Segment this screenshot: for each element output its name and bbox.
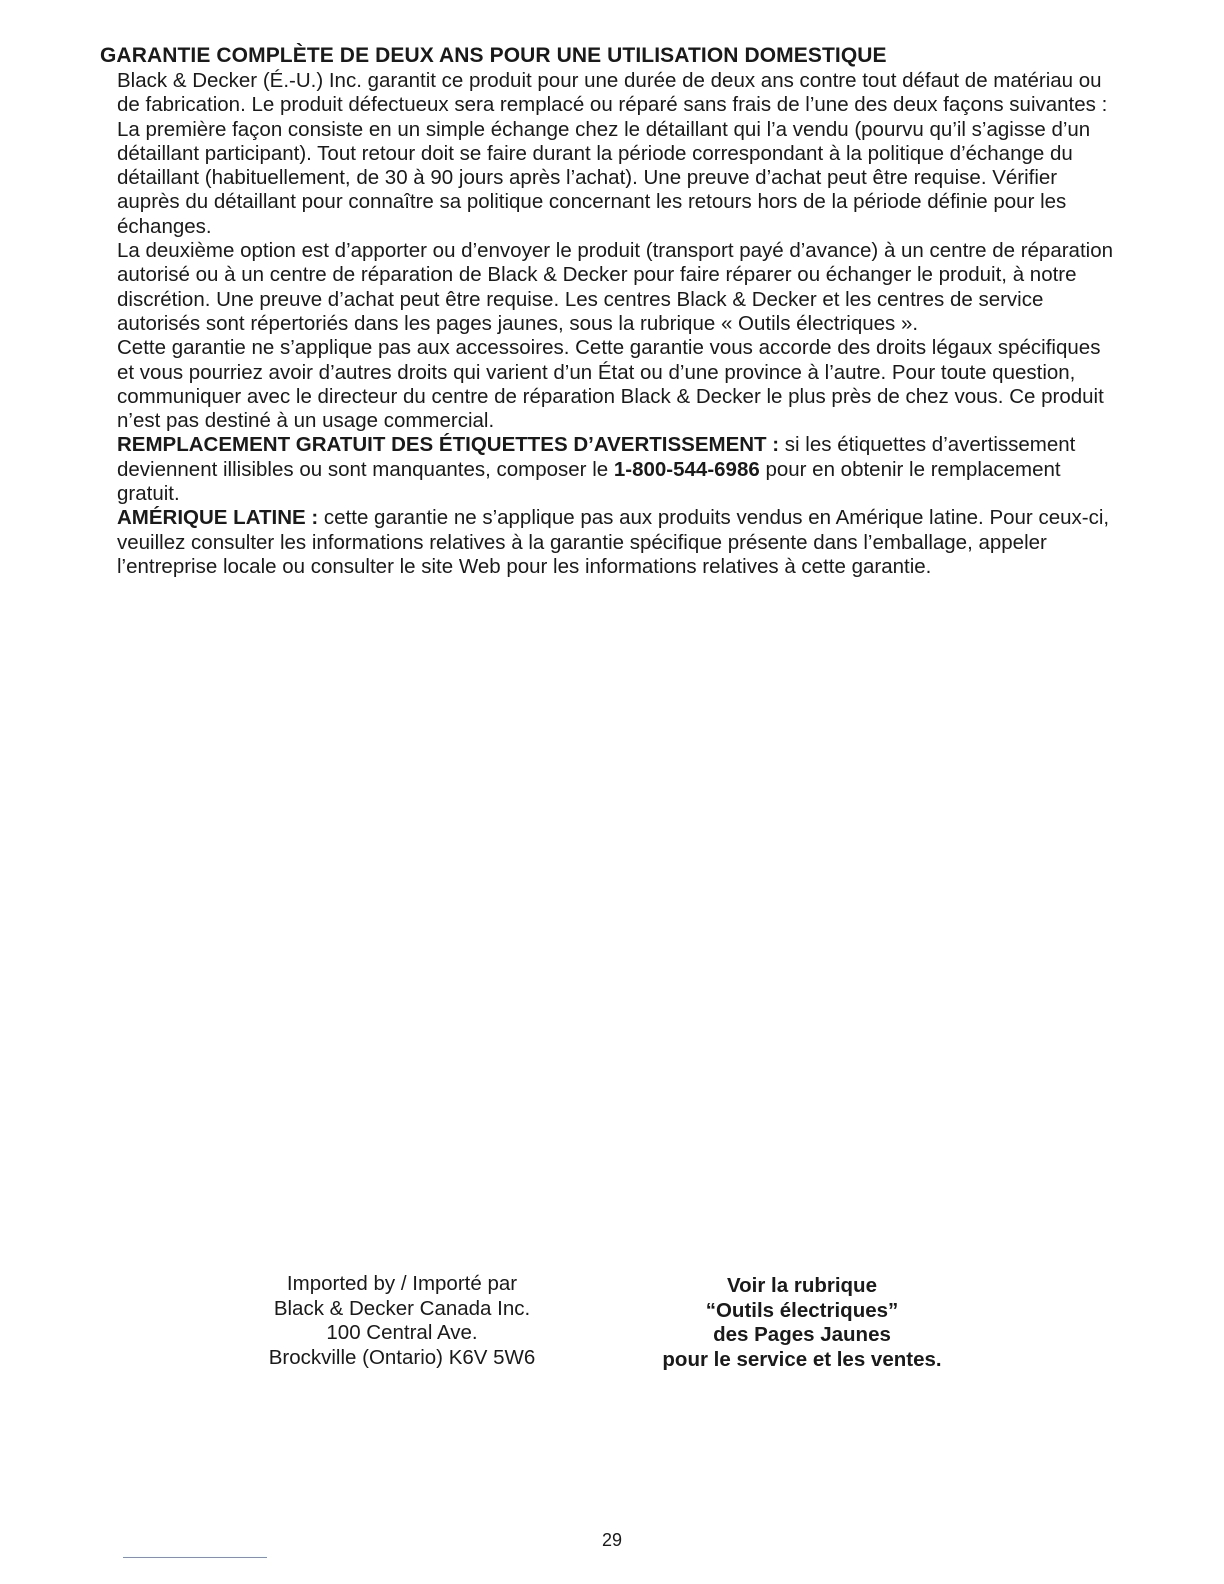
importer-line-4: Brockville (Ontario) K6V 5W6 (268, 1345, 536, 1369)
importer-line-2: Black & Decker Canada Inc. (273, 1296, 531, 1320)
page-number: 29 (601, 1530, 623, 1550)
yellow-pages-line-3: des Pages Jaunes (713, 1323, 891, 1346)
latin-america-text: cette garantie ne s’applique pas aux produits vendus en Amérique latine. Pour ceux-ci, veuillez consulter les informations relatives à la garantie spécifique présente dans l’emballage, appeler l’entreprise locale ou consulter le site Web pour les informations relatives à cette garantie. (117, 506, 1110, 578)
label-replacement-phone: 1-800-544-6986 (613, 457, 760, 481)
yellow-pages-line-2: “Outils électriques” (705, 1298, 899, 1322)
latin-america-title: AMÉRIQUE LATINE : (117, 506, 319, 530)
latin-america-paragraph (117, 506, 1117, 579)
yellow-pages-notice (612, 1274, 992, 1372)
label-replacement-title: REMPLACEMENT GRATUIT DES ÉTIQUETTES D’AVERTISSEMENT : (117, 433, 780, 457)
warranty-paragraph-intro: Black & Decker (É.-U.) Inc. garantit ce produit pour une durée de deux ans contre tout défaut de matériau ou de fabrication. Le produit défectueux sera remplacé ou réparé sans frais de l’une des deux façons suivantes : (117, 69, 1108, 117)
label-replacement-text: si les étiquettes d’avertissement deviennent illisibles ou sont manquantes, composer le (117, 433, 1076, 481)
footer-rule (123, 1557, 267, 1558)
warranty-body (117, 69, 1117, 579)
warranty-paragraph-repair: La deuxième option est d’apporter ou d’envoyer le produit (transport payé d’avance) à un centre de réparation autorisé ou à un centre de réparation de Black & Decker pour faire réparer ou échanger le produit, à notre discrétion. Une preuve d’achat peut être requise. Les centres Black & Decker et les centres de service autorisés sont répertoriés dans les pages jaunes, sous la rubrique « Outils électriques ». (117, 239, 1114, 335)
importer-line-1: Imported by / Importé par (286, 1272, 518, 1295)
yellow-pages-line-1: Voir la rubrique (727, 1274, 877, 1297)
importer-address (232, 1272, 572, 1370)
warranty-paragraph-exchange: La première façon consiste en un simple échange chez le détaillant qui l’a vendu (pourvu qu’il s’agisse d’un détaillant participant). Tout retour doit se faire durant la période correspondant à la politique d’échange du détaillant (habituellement, de 30 à 90 jours après l’achat). Une preuve d’achat peut être requise. Vérifier auprès du détaillant pour connaître sa politique concernant les retours hors de la période définie pour les échanges. (117, 117, 1091, 238)
importer-line-3: 100 Central Ave. (326, 1321, 478, 1344)
warranty-paragraph-limits: Cette garantie ne s’applique pas aux accessoires. Cette garantie vous accorde des droits légaux spécifiques et vous pourriez avoir d’autres droits qui varient d’un État ou d’une province à l’autre. Pour toute question, communiquer avec le directeur du centre de réparation Black & Decker le plus près de chez vous. Ce produit n’est pas destiné à un usage commercial. (117, 336, 1104, 433)
label-replacement-text-end: pour en obtenir le remplacement gratuit. (117, 457, 1061, 506)
yellow-pages-line-4: pour le service et les ventes. (662, 1347, 942, 1371)
label-replacement-paragraph (117, 433, 1117, 506)
warranty-heading: GARANTIE COMPLÈTE DE DEUX ANS POUR UNE UTILISATION DOMESTIQUE (100, 44, 887, 67)
